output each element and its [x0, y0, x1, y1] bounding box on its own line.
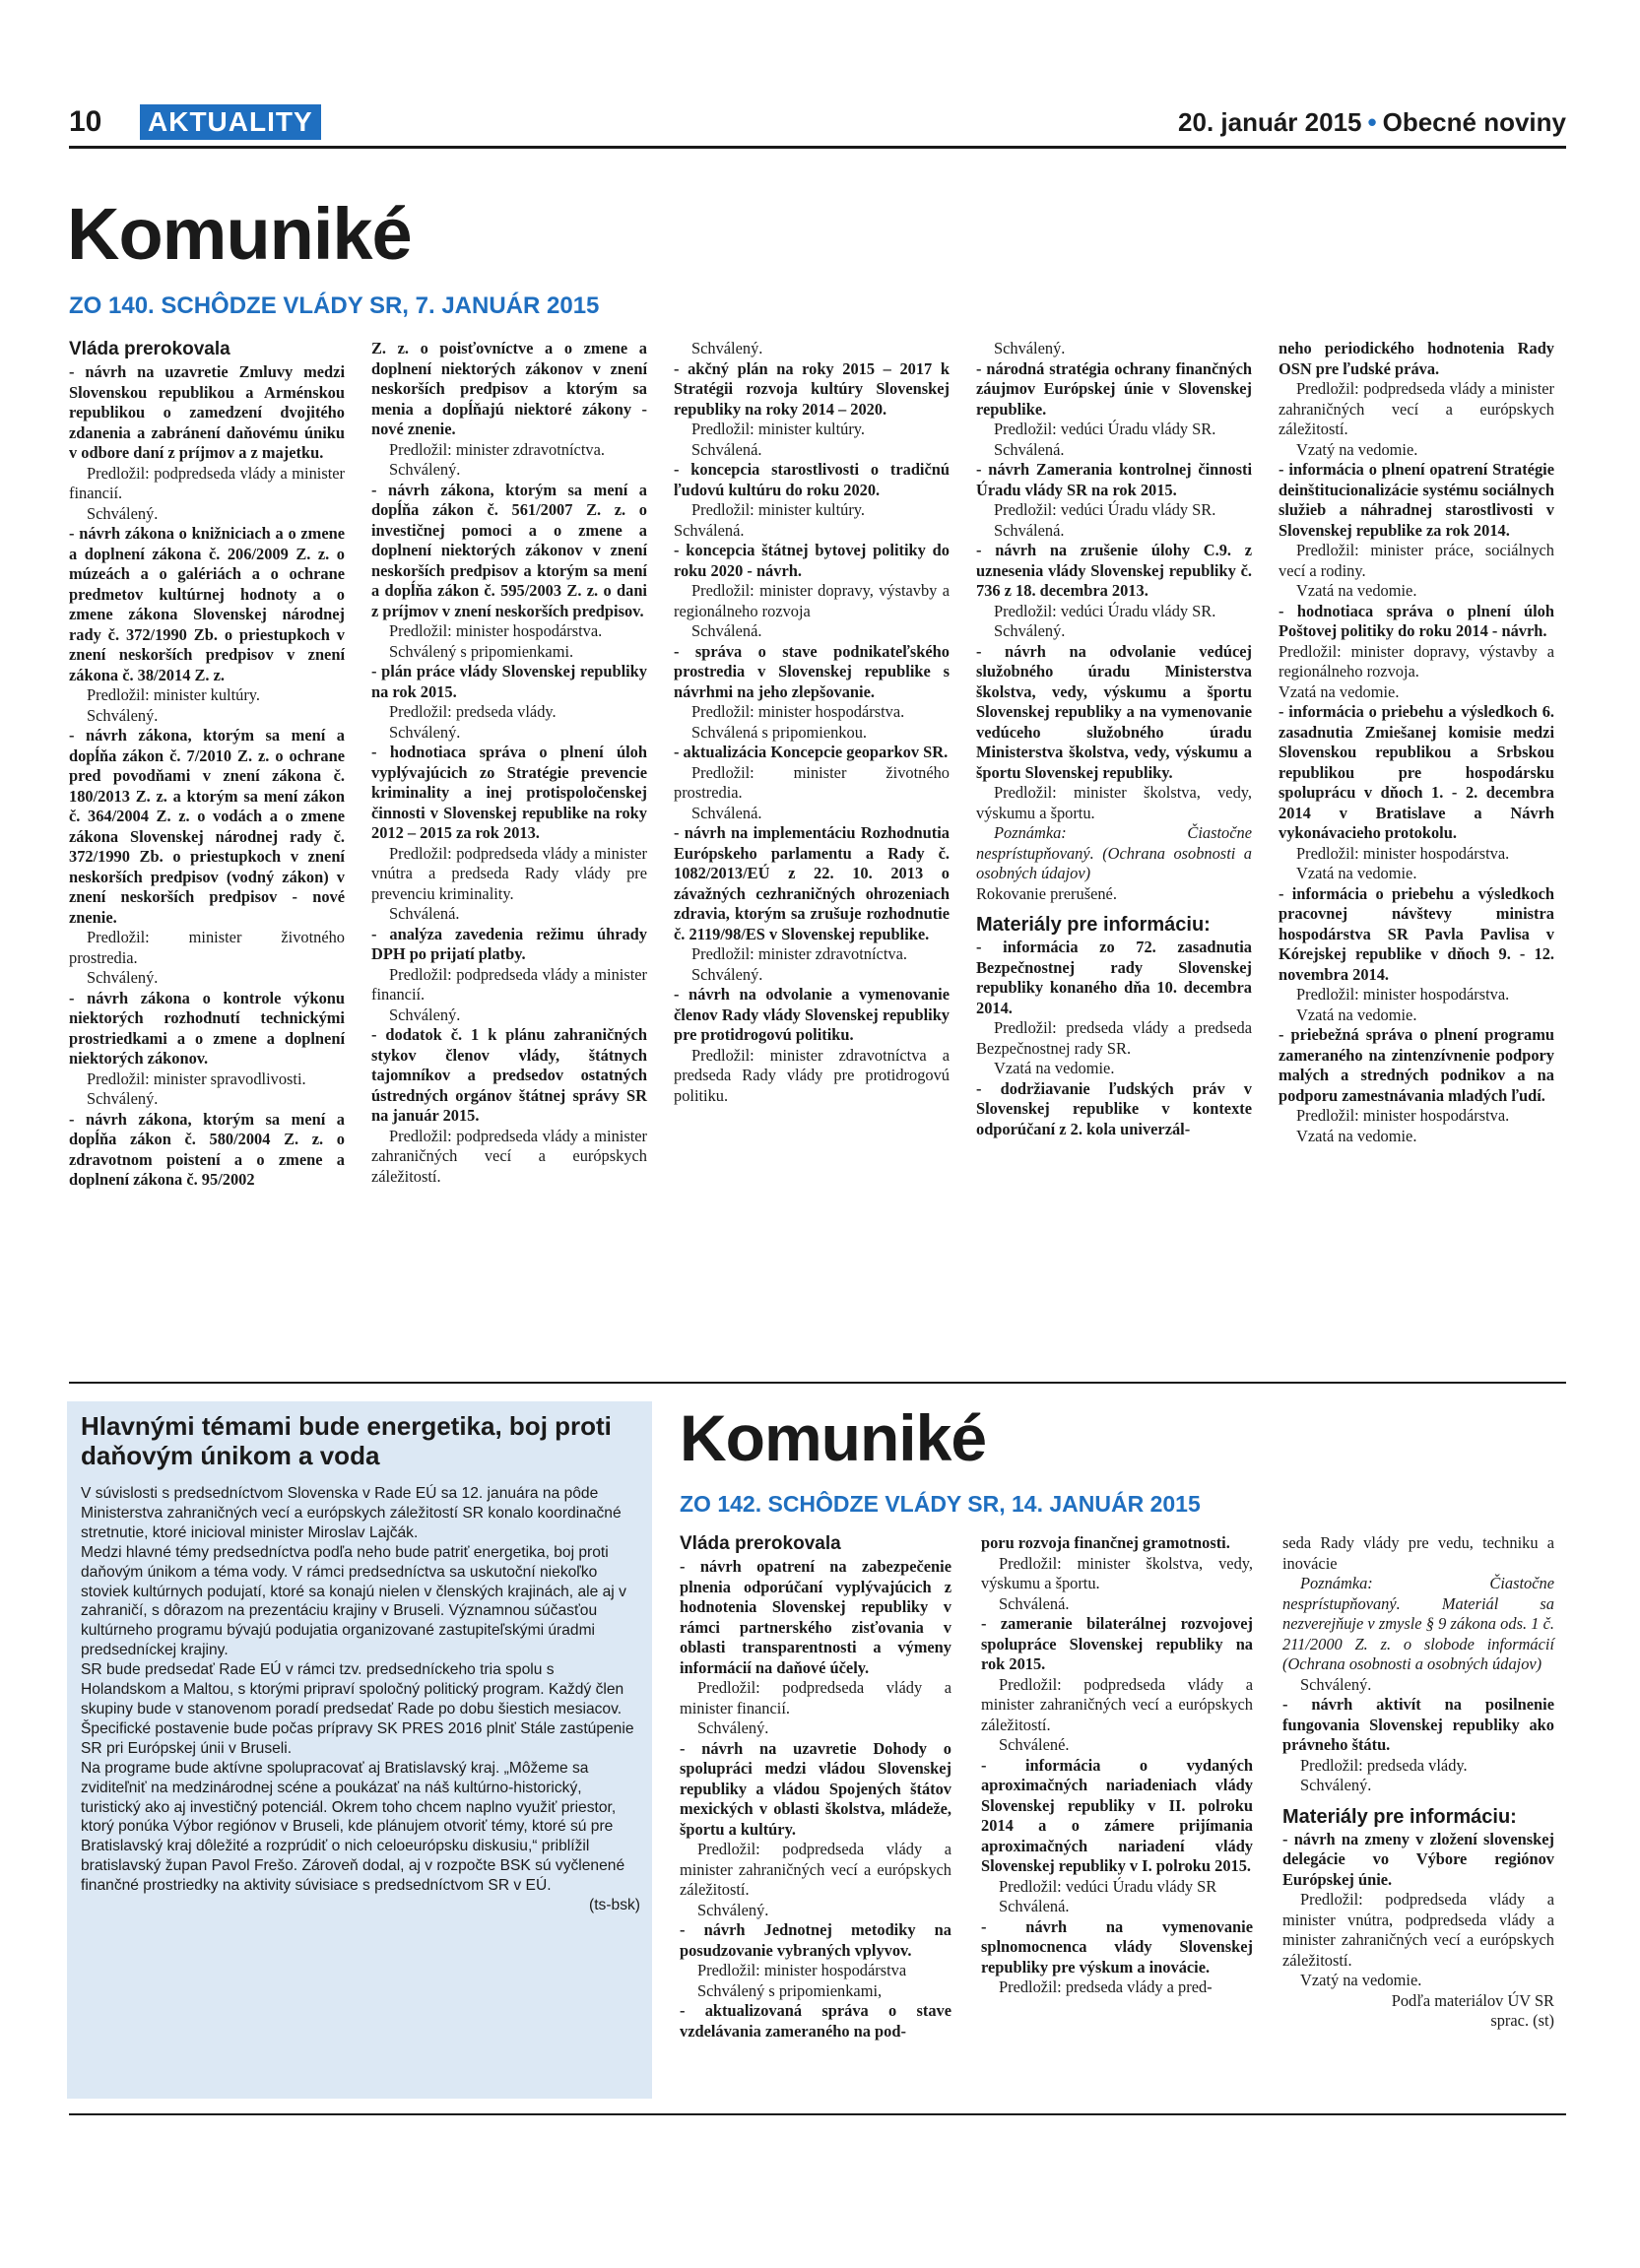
column-text: Predložil: minister školstva, vedy, výskumu a športu. — [976, 783, 1252, 822]
column-text: Predložil: minister kultúry. — [691, 420, 866, 438]
column-text: Predložil: minister zdravotníctva. — [389, 439, 605, 459]
column-text: Schválená s pripomienkou. — [691, 722, 867, 742]
column-text: Schválený. — [697, 1900, 769, 1919]
column-text: Predložil: podpredseda vlády a minister zahraničných vecí a európskych záležitostí. — [1279, 379, 1554, 438]
agenda-item: - návrh na odvolanie vedúcej služobného úradu Ministerstva školstva, vedy, výskumu a športu Slovenskej republiky a na vymenovanie vedúceho služobného úradu Ministerstva školstva, vedy, výskumu a športu Slovenskej republiky. — [976, 641, 1252, 782]
column-text: Vzatá na vedomie. — [1296, 581, 1417, 600]
materials-heading: Materiály pre informáciu: — [976, 914, 1211, 936]
column-text: Predložil: minister životného prostredia. — [69, 928, 345, 967]
issue-info — [1178, 102, 1566, 142]
agenda-item: - informácia zo 72. zasadnutia Bezpečnostnej rady Slovenskej republiky konaného dňa 10. decembra 2014. — [976, 938, 1252, 1017]
column-text: Schválený. — [87, 705, 159, 725]
column-text: Predložil: minister dopravy, výstavby a regionálneho rozvoja — [674, 581, 950, 620]
column-text: Vzatá na vedomie. — [1296, 864, 1417, 882]
bottom-column-3 — [1282, 1533, 1554, 2032]
column-text: Predložil: minister hospodárstva — [697, 1961, 907, 1979]
issue-date: 20. január 2015 — [1178, 107, 1362, 137]
agenda-item: - informácia o priebehu a výsledkoch pracovnej návštevy ministra hospodárstva SR Pavla Pavlisa v Kórejskej republike v dňoch 9. - 12. novembra 2014. — [1279, 883, 1554, 984]
news-box-paragraph: Medzi hlavné témy predsedníctva podľa neho bude patriť energetika, boj proti daňovým únikom a téma vody. V rámci predsedníctva sa uskutoční niekoľko stoviek kultúrnych podujatí, ktoré sa konajú nielen v členských krajinách, ale aj v zahraničí, s dôrazom na prezentáciu krajiny v Bruseli. Významnou súčasťou kultúrneho programu bývajú podujatia organizované zastupiteľskými úradmi predsedníckej krajiny. — [81, 1543, 626, 1659]
column-text: Predložil: minister zdravotníctva. — [691, 944, 907, 963]
top-article-title: Komuniké — [67, 193, 412, 275]
column-text: Predložil: minister spravodlivosti. — [87, 1069, 306, 1088]
column-text: Predložil: podpredseda vlády a minister financií. — [69, 463, 345, 502]
agenda-item: - analýza zavedenia režimu úhrady DPH po prijatí platby. — [371, 924, 647, 963]
top-column-3 — [674, 339, 950, 1106]
section-heading: Vláda prerokovala — [69, 339, 230, 359]
agenda-item: - zameranie bilaterálnej rozvojovej spolupráce Slovenskej republiky na rok 2015. — [981, 1614, 1253, 1673]
bottom-column-2 — [981, 1533, 1253, 1998]
agenda-item: - návrh zákona, ktorým sa mení a dopĺňa zákon č. 561/2007 Z. z. o investičnej pomoci a o zmene a doplnení niektorých zákonov v znení neskorších predpisov a ktorým sa mení a dopĺňa zákon č. 595/2003 Z. z. o dani z príjmov v znení neskorších predpisov. — [371, 480, 647, 620]
agenda-item: - návrh Jednotnej metodiky na posudzovanie vybraných vplyvov. — [680, 1920, 951, 1960]
agenda-item: - akčný plán na roky 2015 – 2017 k Stratégii rozvoja kultúry Slovenskej republiky na roky 2014 – 2020. — [674, 358, 950, 419]
section-label: AKTUALITY — [140, 104, 321, 140]
column-text: Predložil: vedúci Úradu vlády SR. — [994, 601, 1216, 620]
top-column-4 — [976, 339, 1252, 1139]
column-text: Predložil: podpredseda vlády a minister financií. — [371, 964, 647, 1004]
top-column-1 — [69, 339, 345, 1191]
column-text: Predložil: podpredseda vlády a minister zahraničných vecí a európskych záležitostí. — [371, 1126, 647, 1186]
separator-dot: • — [1367, 107, 1377, 137]
agenda-item: - národná stratégia ochrany finančných záujmov Európskej únie v Slovenskej republike. — [976, 358, 1252, 419]
agenda-item: - návrh zákona o knižniciach a o zmene a doplnení zákona č. 206/2009 Z. z. o múzeách a o galériách a o ochrane predmetov kultúrnej hodnoty a o zmene zákona Slovenskej národnej rady č. 372/1990 Zb. o priestupkoch v znení neskorších predpisov v znení zákona č. 38/2014 Z. z. — [69, 524, 345, 684]
page-number: 10 — [69, 105, 102, 138]
agenda-item: - plán práce vlády Slovenskej republiky na rok 2015. — [371, 662, 647, 701]
column-text: Predložil: podpredseda vlády a minister zahraničných vecí a európskych záležitostí. — [680, 1840, 951, 1899]
column-text: Predložil: podpredseda vlády a minister vnútra a predseda Rady vlády pre prevenciu kriminality. — [371, 843, 647, 903]
agenda-item: - aktualizovaná správa o stave vzdelávania zameraného na pod- — [680, 2001, 951, 2041]
column-text: Schválený. — [87, 1089, 159, 1108]
page-header — [69, 102, 1566, 146]
column-text: Schválená. — [691, 803, 762, 822]
agenda-item: - hodnotiaca správa o plnení úloh Poštovej politiky do roku 2014 - návrh. — [1279, 601, 1554, 640]
column-text: Rokovanie prerušené. — [976, 883, 1117, 903]
agenda-item: neho periodického hodnotenia Rady OSN pre ľudské práva. — [1279, 339, 1554, 378]
agenda-item: - návrh na odvolanie a vymenovanie členov Rady vlády Slovenskej republiky pre protidrogovú politiku. — [674, 985, 950, 1044]
news-box-paragraph: SR bude predsedať Rade EÚ v rámci tzv. predsedníckeho tria spolu s Holandskom a Maltou, s ktorými pripraví spoločný politický program. Každý člen skupiny bude v stanovenom poradí predsedať Rade po dobu šiestich mesiacov. Špecifické postavenie bude počas prípravy SK PRES 2016 plniť Stále zastúpenie SR pri Európskej únii v Bruseli. — [81, 1661, 634, 1757]
agenda-item: - návrh na vymenovanie splnomocnenca vlády Slovenskej republiky pre výskum a inovácie. — [981, 1916, 1253, 1976]
agenda-item: - návrh na zmeny v zložení slovenskej delegácie vo Výbore regiónov Európskej únie. — [1282, 1829, 1554, 1889]
column-text: Predložil: predseda vlády a predseda Bezpečnostnej rady SR. — [976, 1018, 1252, 1058]
agenda-item: - informácia o vydaných aproximačných nariadeniach vlády Slovenskej republiky v II. polroku 2014 a o zámere prijímania aproximačných nariadení vlády Slovenskej republiky v I. polroku 2015. — [981, 1755, 1253, 1875]
column-text: Schválená. — [999, 1593, 1070, 1613]
column-text: Predložil: minister kultúry. — [87, 685, 261, 704]
column-text: Predložil: minister hospodárstva. — [389, 621, 603, 640]
column-text: Predložil: minister hospodárstva. — [691, 702, 905, 721]
column-text: Predložil: vedúci Úradu vlády SR. — [994, 500, 1216, 519]
top-column-5 — [1279, 339, 1554, 1146]
column-text: Schválený. — [389, 460, 461, 479]
top-column-2 — [371, 339, 647, 1187]
agenda-item: - hodnotiaca správa o plnení úloh vyplývajúcich zo Stratégie prevencie kriminality a inej protispoločenskej činnosti v Slovenskej republike na roky 2012 – 2015 za rok 2013. — [371, 743, 647, 842]
column-text: Predložil: podpredseda vlády a minister vnútra, podpredseda vlády a minister zahraničných vecí a európskych záležitostí. — [1282, 1890, 1554, 1970]
agenda-item: - priebežná správa o plnení programu zameraného na zintenzívnenie podpory malých a stredných podnikov a na podporu zamestnávania mladých ľudí. — [1279, 1025, 1554, 1105]
column-text: Predložil: podpredseda vlády a minister zahraničných vecí a európskych záležitostí. — [981, 1674, 1253, 1734]
column-text: Schválený. — [87, 968, 159, 987]
column-text: Schválená. — [691, 621, 762, 640]
agenda-item: - návrh na zrušenie úlohy C.9. z uznesenia vlády Slovenskej republiky č. 736 z 18. decembra 2013. — [976, 541, 1252, 600]
column-text: Schválený. — [691, 339, 763, 357]
note: Poznámka: Čiastočne nesprístupňovaný. (Ochrana osobnosti a osobných údajov) — [976, 823, 1252, 882]
column-text: Predložil: predseda vlády. — [1300, 1755, 1468, 1775]
agenda-item: - aktualizácia Koncepcie geoparkov SR. — [674, 743, 949, 761]
column-text: Predložil: minister hospodárstva. — [1296, 843, 1510, 863]
column-text: Schválený. — [691, 964, 763, 984]
section-heading: Vláda prerokovala — [680, 1533, 841, 1554]
agenda-item: - návrh na uzavretie Zmluvy medzi Slovenskou republikou a Arménskou republikou o zamedzení dvojitého zdanenia a zabránení daňovému úniku v odbore daní z príjmov a z majetku. — [69, 362, 345, 462]
column-text: Schválené. — [999, 1735, 1070, 1754]
news-box-paragraph: V súvislosti s predsedníctvom Slovenska v Rade EÚ sa 12. januára na pôde Ministerstva zahraničných vecí a európskych záležitostí SR konalo koordinačné stretnutie, ktoré inicioval minister Miroslav Lajčák. — [81, 1485, 622, 1541]
column-text: Vzatá na vedomie. — [1296, 1126, 1417, 1145]
agenda-item: - návrh Zamerania kontrolnej činnosti Úradu vlády SR na rok 2015. — [976, 460, 1252, 499]
column-text: Predložil: predseda vlády a pred- — [999, 1977, 1213, 1996]
column-text: Predložil: vedúci Úradu vlády SR. — [994, 420, 1216, 438]
news-box-title: Hlavnými témami bude energetika, boj proti daňovým únikom a voda — [81, 1411, 612, 1470]
agenda-item: - návrh na uzavretie Dohody o spolupráci medzi vládou Slovenskej republiky a vládou Spojených štátov mexických v oblasti školstva, mládeže, športu a kultúry. — [680, 1738, 951, 1839]
bottom-rule — [69, 2113, 1566, 2115]
column-text: Predložil: minister školstva, vedy, výskumu a športu. — [981, 1553, 1253, 1592]
agenda-item: - informácia o plnení opatrení Stratégie deinštitucionalizácie systému sociálnych služieb a náhradnej starostlivosti v Slovenskej republike za rok 2014. — [1279, 460, 1554, 540]
agenda-item: - dodatok č. 1 k plánu zahraničných stykov členov vlády, štátnych tajomníkov a predsedov ostatných ústredných orgánov štátnej správy SR na január 2015. — [371, 1025, 647, 1125]
bottom-column-1 — [680, 1533, 951, 2041]
agenda-item: - návrh zákona, ktorým sa mení a dopĺňa zákon č. 580/2004 Z. z. o zdravotnom poistení a o zmene a doplnení zákona č. 95/2002 — [69, 1109, 345, 1189]
column-text: Schválený. — [1300, 1776, 1372, 1794]
column-text: Schválený. — [389, 722, 461, 742]
agenda-item: - správa o stave podnikateľského prostredia v Slovenskej republike s návrhmi na jeho zlepšovanie. — [674, 641, 950, 701]
column-text: Schválený. — [697, 1718, 769, 1737]
agenda-item: - informácia o priebehu a výsledkoch 6. zasadnutia Zmiešanej komisie medzi Slovenskou republikou a Srbskou republikou pre hospodársku spoluprácu v dňoch 1. - 2. decembra 2014 v Bratislave a Návrh vykonávacieho protokolu. — [1279, 702, 1554, 842]
column-text: Schválená. — [674, 520, 745, 540]
column-text: Schválený. — [1300, 1674, 1372, 1694]
column-text: Schválený s pripomienkami, — [697, 1980, 883, 2000]
column-text: Schválený. — [994, 339, 1066, 357]
agenda-item: - koncepcia štátnej bytovej politiky do roku 2020 - návrh. — [674, 541, 950, 580]
column-text: Schválená. — [994, 520, 1065, 540]
column-text: Schválená. — [999, 1897, 1070, 1915]
column-text: Predložil: vedúci Úradu vlády SR — [999, 1876, 1217, 1896]
column-text: Vzatá na vedomie. — [994, 1059, 1115, 1077]
agenda-item: - návrh aktivít na posilnenie fungovania Slovenskej republiky ako právneho štátu. — [1282, 1695, 1554, 1754]
column-text: Predložil: minister kultúry. — [691, 500, 866, 519]
column-text: Schválený. — [994, 621, 1066, 640]
column-text: Predložil: podpredseda vlády a minister financií. — [680, 1678, 951, 1717]
agenda-item: - dodržiavanie ľudských práv v Slovenskej republike v kontexte odporúčaní z 2. kola univerzál- — [976, 1078, 1252, 1138]
column-text: Predložil: minister zdravotníctva a predseda Rady vlády pre protidrogovú politiku. — [674, 1045, 950, 1105]
column-text: Predložil: minister hospodárstva. — [1296, 985, 1510, 1004]
agenda-item: Z. z. o poisťovníctve a o zmene a doplnení niektorých zákonov v znení neskorších predpisov a ktorým sa menia a dopĺňajú niektoré zákony - nové znenie. — [371, 339, 647, 438]
column-text: Vzatá na vedomie. — [1279, 681, 1400, 701]
agenda-item: poru rozvoja finančnej gramotnosti. — [981, 1533, 1230, 1552]
source-credit: sprac. (st) — [1490, 2011, 1554, 2030]
agenda-item: - návrh opatrení na zabezpečenie plnenia odporúčaní vyplývajúcich z hodnotenia Slovenskej republiky v rámci partnerského zisťovania v oblasti transparentnosti a výmeny informácií na daňové účely. — [680, 1557, 951, 1677]
column-text: seda Rady vlády pre vedu, techniku a inovácie — [1282, 1533, 1554, 1573]
column-text: Predložil: minister životného prostredia. — [674, 762, 950, 802]
bottom-article-title: Komuniké — [680, 1401, 987, 1474]
agenda-item: - koncepcia starostlivosti o tradičnú ľudovú kultúru do roku 2020. — [674, 460, 950, 499]
column-text: Vzatá na vedomie. — [1296, 1004, 1417, 1024]
materials-heading: Materiály pre informáciu: — [1282, 1805, 1517, 1828]
column-text: Schválená. — [994, 439, 1065, 459]
section-divider — [69, 1382, 1566, 1384]
agenda-item: - návrh zákona, ktorým sa mení a dopĺňa zákon č. 7/2010 Z. z. o ochrane pred povodňami v znení zákona č. 180/2013 Z. z. a ktorým sa mení zákon č. 364/2004 Z. z. o vodách a o zmene zákona Slovenskej národnej rady č. 372/1990 Zb. o priestupkoch v znení neskorších predpisov (vodný zákon) v znení neskorších predpisov - nové znenie. — [69, 726, 345, 927]
column-text: Schválený s pripomienkami. — [389, 641, 574, 661]
column-text: Predložil: minister hospodárstva. — [1296, 1106, 1510, 1125]
agenda-item: - návrh na implementáciu Rozhodnutia Európskeho parlamentu a Rady č. 1082/2013/EÚ z 22. 10. 2013 o závažných cezhraničných ohrozeniach zdravia, ktorým sa zrušuje rozhodnutie č. 2119/98/ES v Slovenskej republike. — [674, 823, 950, 943]
news-box-body — [81, 1484, 640, 1915]
note: Poznámka: Čiastočne nesprístupňovaný. Materiál sa nezverejňuje v zmysle § 9 zákona ods. 1 č. 211/2000 Z. z. o slobode informácií (Ochrana osobnosti a osobných údajov) — [1282, 1574, 1554, 1673]
agenda-item: - návrh zákona o kontrole výkonu niektorých rozhodnutí technickými prostriedkami a o zmene a doplnení niektorých zákonov. — [69, 988, 345, 1068]
column-text: Schválený. — [87, 503, 159, 523]
publication-name: Obecné noviny — [1382, 107, 1566, 137]
column-text: Vzatý na vedomie. — [1300, 1971, 1422, 1989]
column-text: Schválený. — [389, 1004, 461, 1024]
header-rule — [69, 146, 1566, 149]
top-article-subtitle: ZO 140. SCHÔDZE VLÁDY SR, 7. JANUÁR 2015 — [69, 292, 600, 319]
column-text: Vzatý na vedomie. — [1296, 439, 1418, 459]
column-text: Schválená. — [691, 439, 762, 459]
news-box-signature: (ts-bsk) — [589, 1897, 640, 1914]
bottom-article-subtitle: ZO 142. SCHÔDZE VLÁDY SR, 14. JANUÁR 2015 — [680, 1491, 1201, 1517]
column-text: Predložil: minister dopravy, výstavby a regionálneho rozvoja. — [1279, 641, 1554, 680]
column-text: Predložil: predseda vlády. — [389, 702, 557, 721]
source-credit: Podľa materiálov ÚV SR — [1391, 1990, 1554, 2010]
column-text: Schválená. — [389, 904, 460, 923]
news-box-paragraph: Na programe bude aktívne spolupracovať aj Bratislavský kraj. „Môžeme sa zviditeľniť na medzinárodnej scéne a poukázať na náš kultúrno-historický, turistický ako aj investičný potenciál. Okrem toho chcem naplno využiť priestor, ktorý ponúka Výbor regiónov v Bruseli, kde plánujem otvoriť témy, ktoré sú pre Bratislavský kraj dôležité a rozprúdiť o nich celoeurópsku diskusiu,“ priblížil bratislavský župan Pavol Frešo. Zároveň dodal, aj v rozpočte BSK sú vyčlenené finančné prostriedky na aktivity súvisiace s predsedníctvom SR v EÚ. — [81, 1759, 625, 1895]
column-text: Predložil: minister práce, sociálnych vecí a rodiny. — [1279, 541, 1554, 580]
